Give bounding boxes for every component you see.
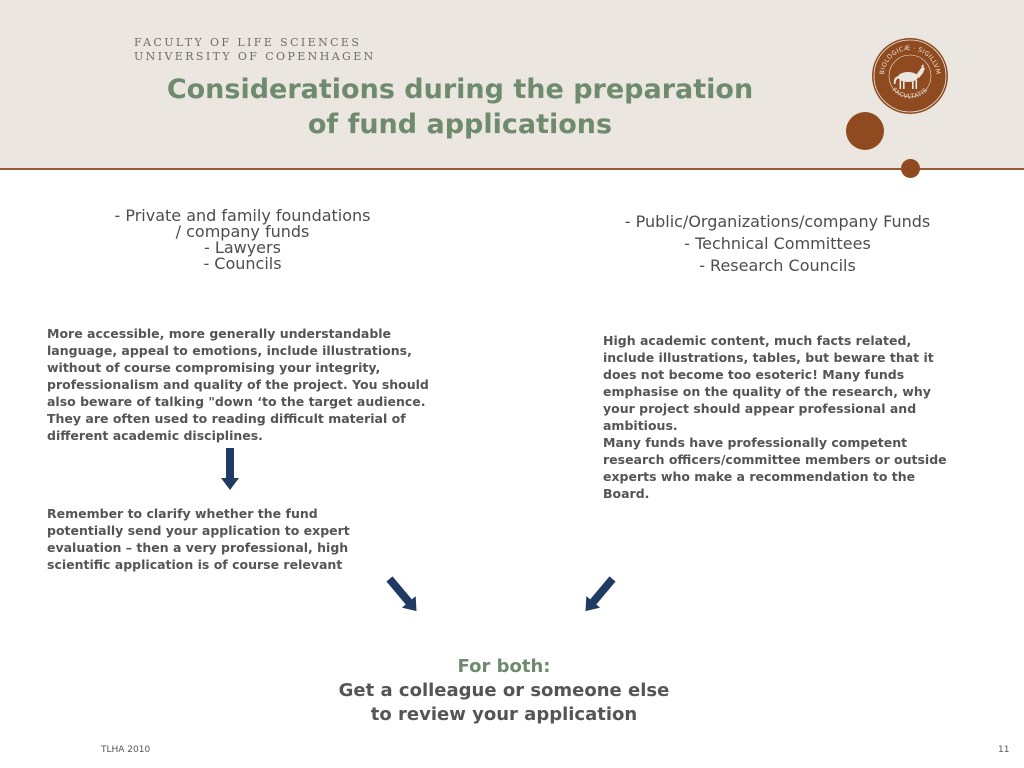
category-item: - Private and family foundations: [114, 206, 371, 225]
text-line: your project should appear professional and: [603, 401, 917, 416]
conclusion-for-both: [250, 655, 758, 727]
page-number: 11: [998, 745, 1010, 755]
seal-text-top: BIOLOGICÆ · SIGILLVM: [878, 44, 942, 75]
category-item: / company funds: [175, 222, 310, 241]
text-line: potentially send your application to expert: [47, 523, 350, 538]
decorative-dot-small: [901, 159, 920, 178]
decorative-dot-large: [846, 112, 884, 150]
text-line: emphasise on the quality of the research, why: [603, 384, 931, 399]
header-divider: [0, 168, 1024, 170]
private-funds-categories: [60, 208, 425, 272]
footer-author: TLHA 2010: [101, 745, 151, 755]
expert-evaluation-reminder: [47, 505, 397, 573]
faculty-line-1: FACULTY OF LIFE SCIENCES: [134, 36, 362, 49]
private-funds-advice: [47, 325, 487, 444]
conclusion-label: For both:: [457, 656, 551, 677]
arrow-down-left-icon: [580, 574, 618, 616]
text-line: research officers/committee members or outside: [603, 452, 947, 467]
text-line: High academic content, much facts related,: [603, 333, 912, 348]
slide-title: [110, 72, 810, 142]
text-line: professionalism and quality of the project. You should: [47, 377, 429, 392]
category-item: - Councils: [203, 254, 282, 273]
conclusion-line-1: Get a colleague or someone else: [338, 680, 670, 701]
text-line: evaluation – then a very professional, high: [47, 540, 349, 555]
arrow-down-right-icon: [384, 574, 422, 616]
category-item: - Technical Committees: [684, 234, 871, 253]
university-seal-icon: [871, 37, 949, 115]
text-line: Many funds have professionally competent: [603, 435, 908, 450]
text-line: does not become too esoteric! Many funds: [603, 367, 905, 382]
category-item: - Research Councils: [699, 256, 856, 275]
text-line: different academic disciplines.: [47, 428, 263, 443]
faculty-line-2: UNIVERSITY OF COPENHAGEN: [134, 50, 376, 63]
title-line-1: Considerations during the preparation: [166, 74, 754, 105]
text-line: They are often used to reading difficult material of: [47, 411, 406, 426]
category-item: - Public/Organizations/company Funds: [624, 212, 931, 231]
seal-text-bottom: FACVLTATIS: [890, 86, 930, 101]
public-funds-categories: [585, 211, 970, 277]
text-line: without of course compromising your integrity,: [47, 360, 381, 375]
text-line: Board.: [603, 486, 650, 501]
faculty-name: [134, 36, 376, 64]
text-line: More accessible, more generally understandable: [47, 326, 392, 341]
public-funds-advice: [603, 332, 1008, 502]
text-line: include illustrations, tables, but beware that it: [603, 350, 934, 365]
text-line: language, appeal to emotions, include illustrations,: [47, 343, 412, 358]
text-line: Remember to clarify whether the fund: [47, 506, 318, 521]
text-line: also beware of talking "down ‘to the target audience.: [47, 394, 426, 409]
arrow-down-icon: [221, 448, 239, 490]
conclusion-line-2: to review your application: [370, 704, 638, 725]
title-line-2: of fund applications: [307, 109, 613, 140]
category-item: - Lawyers: [204, 238, 281, 257]
text-line: scientific application is of course relevant: [47, 557, 343, 572]
text-line: ambitious.: [603, 418, 678, 433]
text-line: experts who make a recommendation to the: [603, 469, 916, 484]
